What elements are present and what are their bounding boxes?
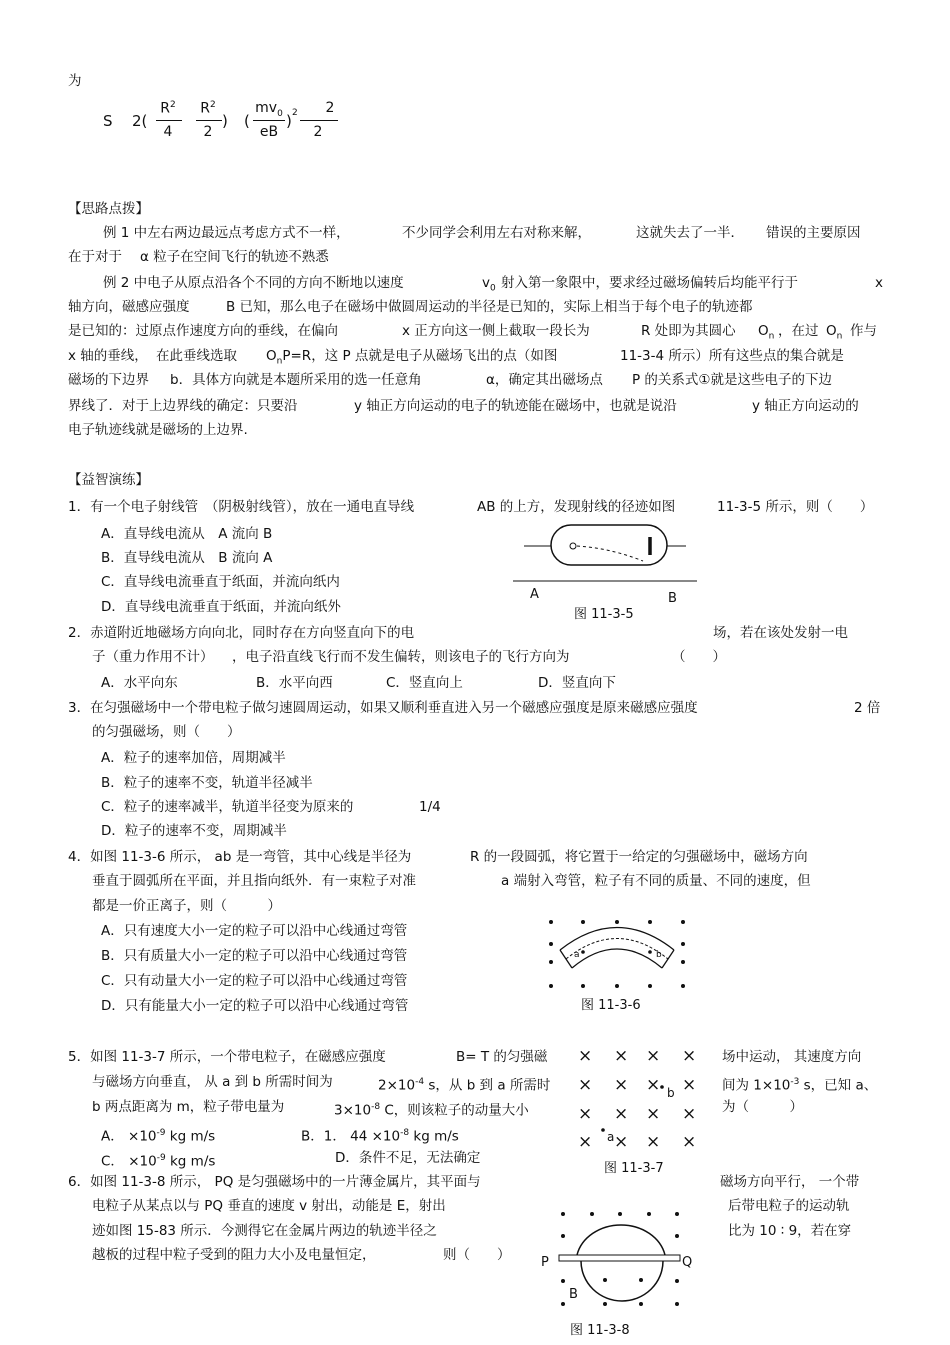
silu-l5c: R 处即为其圆心: [641, 323, 736, 339]
cross-mark: ×: [578, 1132, 593, 1152]
q5-l3a: b 两点距离为 m，粒子带电量为: [92, 1099, 285, 1115]
q5-l3c: 为（ ）: [722, 1099, 803, 1115]
silu-l5e: 作与: [850, 323, 877, 339]
silu-l3b: 射入第一象限中，要求经过磁场偏转后均能平行于: [501, 275, 798, 291]
fig8-label-q: Q: [682, 1255, 693, 1270]
silu-l5-on2: $O_n$: [826, 323, 843, 342]
q2-stem-d: ，电子沿直线飞行而不发生偏转，则该电子的飞行方向为: [232, 649, 570, 665]
fig6-label-b: b: [656, 950, 662, 960]
q2-opt-a: A．水平向东: [101, 675, 178, 691]
silu-l2a: 在于对于: [68, 249, 122, 265]
wei-text: 为: [68, 73, 82, 89]
q3-stem-c: 的匀强磁场，则（ ）: [92, 724, 241, 740]
fig5-label-b: B: [668, 591, 677, 606]
q1-stem-c: 11-3-5 所示，则（ ）: [717, 499, 874, 515]
q6-l3b: 比为 10 ∶ 9，若在穿: [728, 1223, 852, 1239]
silu-l7d: P 的关系式①就是这些电子的下边: [632, 372, 833, 388]
q6-l2b: 后带电粒子的运动轨: [728, 1198, 850, 1214]
q2-opt-c: C．竖直向上: [386, 675, 463, 691]
silu-l1a: 例 1 中左右两边最远点考虑方式不一样，: [103, 225, 350, 241]
cross-mark: ×: [614, 1075, 629, 1095]
fig8-label-p: P: [541, 1255, 549, 1270]
q4-stem-a: 4．如图 11-3-6 所示， ab 是一弯管，其中心线是半径为: [68, 849, 412, 865]
q5-opt-b: B．1． $44 \times 10^{-8}$ kg m/s: [301, 1128, 459, 1145]
q4-opt-b: B．只有质量大小一定的粒子可以沿中心线通过弯管: [101, 948, 408, 964]
cross-mark: ×: [682, 1132, 697, 1152]
formula-sq2: 2: [292, 108, 298, 118]
fig8-label-b: B: [569, 1287, 578, 1302]
metal-plate-pq: [559, 1255, 680, 1261]
silu-header: 【思路点拨】: [68, 201, 149, 217]
frac4-bar: [300, 120, 338, 121]
fig7-caption: 图 11-3-7: [604, 1161, 664, 1176]
q3-opt-a: A．粒子的速率加倍，周期减半: [101, 750, 286, 766]
frac3-den: eB: [259, 124, 279, 140]
dot-a: [581, 950, 585, 954]
q5-l2b: $2\times 10^{-4}$ s，从 b 到 a 所需时: [378, 1077, 551, 1094]
q5-l2a: 与磁场方向垂直， 从 a 到 b 所需时间为: [92, 1074, 333, 1090]
frac4-num: 2: [325, 100, 335, 116]
fig6-label-a: a: [574, 950, 580, 960]
cross-mark: ×: [646, 1104, 661, 1124]
q2-stem-a: 2．赤道附近地磁场方向向北，同时存在方向竖直向下的电: [68, 625, 415, 641]
silu-l1d: 错误的主要原因: [766, 225, 861, 241]
silu-l1c: 这就失去了一半．: [636, 225, 744, 241]
frac1-bar: [156, 120, 182, 121]
q4-stem-c: 垂直于圆弧所在平面，并且指向纸外．有一束粒子对准: [92, 873, 416, 889]
q5-l1b: B= T 的匀强磁: [456, 1049, 548, 1065]
fig8-caption: 图 11-3-8: [570, 1323, 630, 1338]
cross-mark: ×: [646, 1046, 661, 1066]
frac1-num: $R^2$: [160, 100, 176, 117]
q1-opt-d: D．直导线电流垂直于纸面，并流向纸外: [101, 599, 341, 615]
orbit-lower: [581, 1261, 663, 1301]
q6-l3a: 迹如图 15-83 所示．今测得它在金属片两边的轨迹半径之: [92, 1223, 437, 1239]
frac3-bar: [253, 120, 285, 121]
silu-l3a: 例 2 中电子从原点沿各个不同的方向不断地以速度: [103, 275, 404, 291]
fig5-label-a: A: [530, 587, 539, 602]
silu-l5d: ，在过: [778, 323, 819, 339]
q4-opt-c: C．只有动量大小一定的粒子可以沿中心线通过弯管: [101, 973, 408, 989]
fig7-label-b: b: [667, 1086, 675, 1100]
silu-l6-onp: $O_nP=R$，这 P 点就是电子从磁场飞出的点（如图: [266, 348, 558, 367]
q2-opt-d: D．竖直向下: [538, 675, 616, 691]
q4-opt-a: A．只有速度大小一定的粒子可以沿中心线通过弯管: [101, 923, 408, 939]
silu-l4b: B 已知，那么电子在磁场中做圆周运动的半径是已知的，实际上相当于每个电子的轨迹都: [226, 299, 753, 315]
q1-opt-b: B．直导线电流从 B 流向 A: [101, 550, 273, 566]
frac1-den: 4: [163, 124, 173, 140]
cross-mark: ×: [646, 1075, 661, 1095]
cross-mark: ×: [614, 1046, 629, 1066]
q5-opt-d: D．条件不足，无法确定: [335, 1150, 481, 1166]
point-a-dot: [601, 1128, 605, 1132]
cross-mark: ×: [614, 1104, 629, 1124]
q4-stem-b: R 的一段圆弧，将它置于一给定的匀强磁场中，磁场方向: [470, 849, 808, 865]
silu-l8c: y 轴正方向运动的: [752, 398, 859, 414]
q3-opt-c-tail: 1/4: [419, 799, 441, 815]
fig6-caption: 图 11-3-6: [581, 998, 641, 1013]
cross-mark: ×: [614, 1132, 629, 1152]
q2-stem-e: （ ）: [672, 649, 726, 665]
frac4-den: 2: [313, 124, 323, 140]
silu-l5-on1: $O_n$: [758, 323, 775, 342]
q5-opt-a: A． $\times 10^{-9}$ kg m/s: [101, 1128, 216, 1145]
q3-opt-d: D．粒子的速率不变，周期减半: [101, 823, 287, 839]
q3-stem-a: 3．在匀强磁场中一个带电粒子做匀速圆周运动，如果又顺利垂直进入另一个磁感应强度是原来磁感应强度: [68, 700, 698, 716]
silu-l6b: 在此垂线选取: [156, 348, 237, 364]
q4-stem-e: 都是一价正离子，则（ ）: [92, 898, 281, 914]
yizhi-header: 【益智演练】: [68, 472, 149, 488]
formula-s: S: [103, 112, 113, 130]
silu-l1b: 不少同学会利用左右对称来解，: [402, 225, 591, 241]
silu-l5b: x 正方向这一侧上截取一段长为: [402, 323, 590, 339]
fig5-caption: 图 11-3-5: [574, 607, 634, 622]
formula-open2: (: [244, 112, 250, 130]
fig-11-3-8-plate: [0, 0, 1, 1]
cross-mark: ×: [578, 1104, 593, 1124]
q3-stem-b: 2 倍: [854, 700, 881, 716]
cross-mark: ×: [578, 1075, 593, 1095]
q5-l1a: 5．如图 11-3-7 所示，一个带电粒子，在磁感应强度: [68, 1049, 386, 1065]
q6-l4b: 则（ ）: [443, 1247, 511, 1263]
silu-l2b: α 粒子在空间飞行的轨迹不熟悉: [140, 249, 329, 265]
q1-stem-a: 1．有一个电子射线管 （阴极射线管），放在一通电直导线: [68, 499, 415, 515]
silu-l4a: 轴方向，磁感应强度: [68, 299, 190, 315]
fig7-label-a: a: [607, 1130, 615, 1144]
formula-close: ): [222, 112, 228, 130]
cross-mark: ×: [578, 1046, 593, 1066]
frac2-den: 2: [203, 124, 213, 140]
q5-l1c: 场中运动， 其速度方向: [722, 1049, 862, 1065]
q2-opt-b: B．水平向西: [256, 675, 333, 691]
q6-l1b: 磁场方向平行， 一个带: [720, 1174, 860, 1190]
cross-mark: ×: [646, 1132, 661, 1152]
beam-trajectory: [577, 546, 643, 561]
silu-l6c: 11-3-4 所示）所有这些点的集合就是: [620, 348, 844, 364]
dot-b: [648, 950, 652, 954]
frac2-num: $R^2$: [200, 100, 216, 117]
silu-l7c: α，确定其出磁场点: [486, 372, 603, 388]
q6-l1a: 6．如图 11-3-8 所示， PQ 是匀强磁场中的一片薄金属片，其平面与: [68, 1174, 481, 1190]
cross-mark: ×: [682, 1046, 697, 1066]
orbit-upper: [577, 1225, 665, 1255]
q4-stem-d: a 端射入弯管，粒子有不同的质量、不同的速度，但: [501, 873, 811, 889]
silu-l3c: x: [875, 275, 883, 291]
q6-l4a: 越板的过程中粒子受到的阻力大小及电量恒定，: [92, 1247, 376, 1263]
formula-close2: ): [286, 112, 292, 130]
silu-l8b: y 轴正方向运动的电子的轨迹能在磁场中，也就是说沿: [354, 398, 677, 414]
q3-opt-b: B．粒子的速率不变，轨道半径减半: [101, 775, 313, 791]
q5-opt-c: C． $\times 10^{-9}$ kg m/s: [101, 1153, 216, 1170]
q4-opt-d: D．只有能量大小一定的粒子可以沿中心线通过弯管: [101, 998, 409, 1014]
formula-two-open: 2(: [132, 112, 148, 130]
silu-l8a: 界线了．对于上边界线的确定：只要沿: [68, 398, 298, 414]
frac2-bar: [196, 120, 222, 121]
cathode-dot: [570, 543, 576, 549]
q1-opt-a: A．直导线电流从 A 流向 B: [101, 526, 273, 542]
q2-stem-b: 场，若在该处发射一电: [713, 625, 848, 641]
silu-l3-v: $v_0$: [482, 275, 496, 294]
cross-mark: ×: [682, 1075, 697, 1095]
silu-l7b: b．具体方向就是本题所采用的选一任意角: [170, 372, 422, 388]
silu-l5a: 是已知的：过原点作速度方向的垂线，在偏向: [68, 323, 338, 339]
q1-stem-b: AB 的上方，发现射线的径迹如图: [477, 499, 676, 515]
q5-l2c: 间为 $1\times 10^{-3}$ s，已知 a、: [722, 1077, 878, 1094]
q2-stem-c: 子（重力作用不计）: [92, 649, 214, 665]
q1-opt-c: C．直导线电流垂直于纸面，并流向纸内: [101, 574, 340, 590]
silu-l7a: 磁场的下边界: [68, 372, 149, 388]
point-b-dot: [660, 1085, 664, 1089]
silu-l6a: x 轴的垂线，: [68, 348, 148, 364]
q5-l3b: $3\times 10^{-8}$ C，则该粒子的动量大小: [334, 1102, 529, 1119]
field-dots-out: [549, 920, 685, 988]
cross-mark: ×: [682, 1104, 697, 1124]
silu-l9: 电子轨迹线就是磁场的上边界.: [68, 422, 248, 438]
frac3-num: $mv_0$: [255, 100, 283, 119]
q3-opt-c: C．粒子的速率减半，轨道半径变为原来的: [101, 799, 354, 815]
q6-l2a: 电粒子从某点以与 PQ 垂直的速度 v 射出，动能是 E，射出: [92, 1198, 446, 1214]
